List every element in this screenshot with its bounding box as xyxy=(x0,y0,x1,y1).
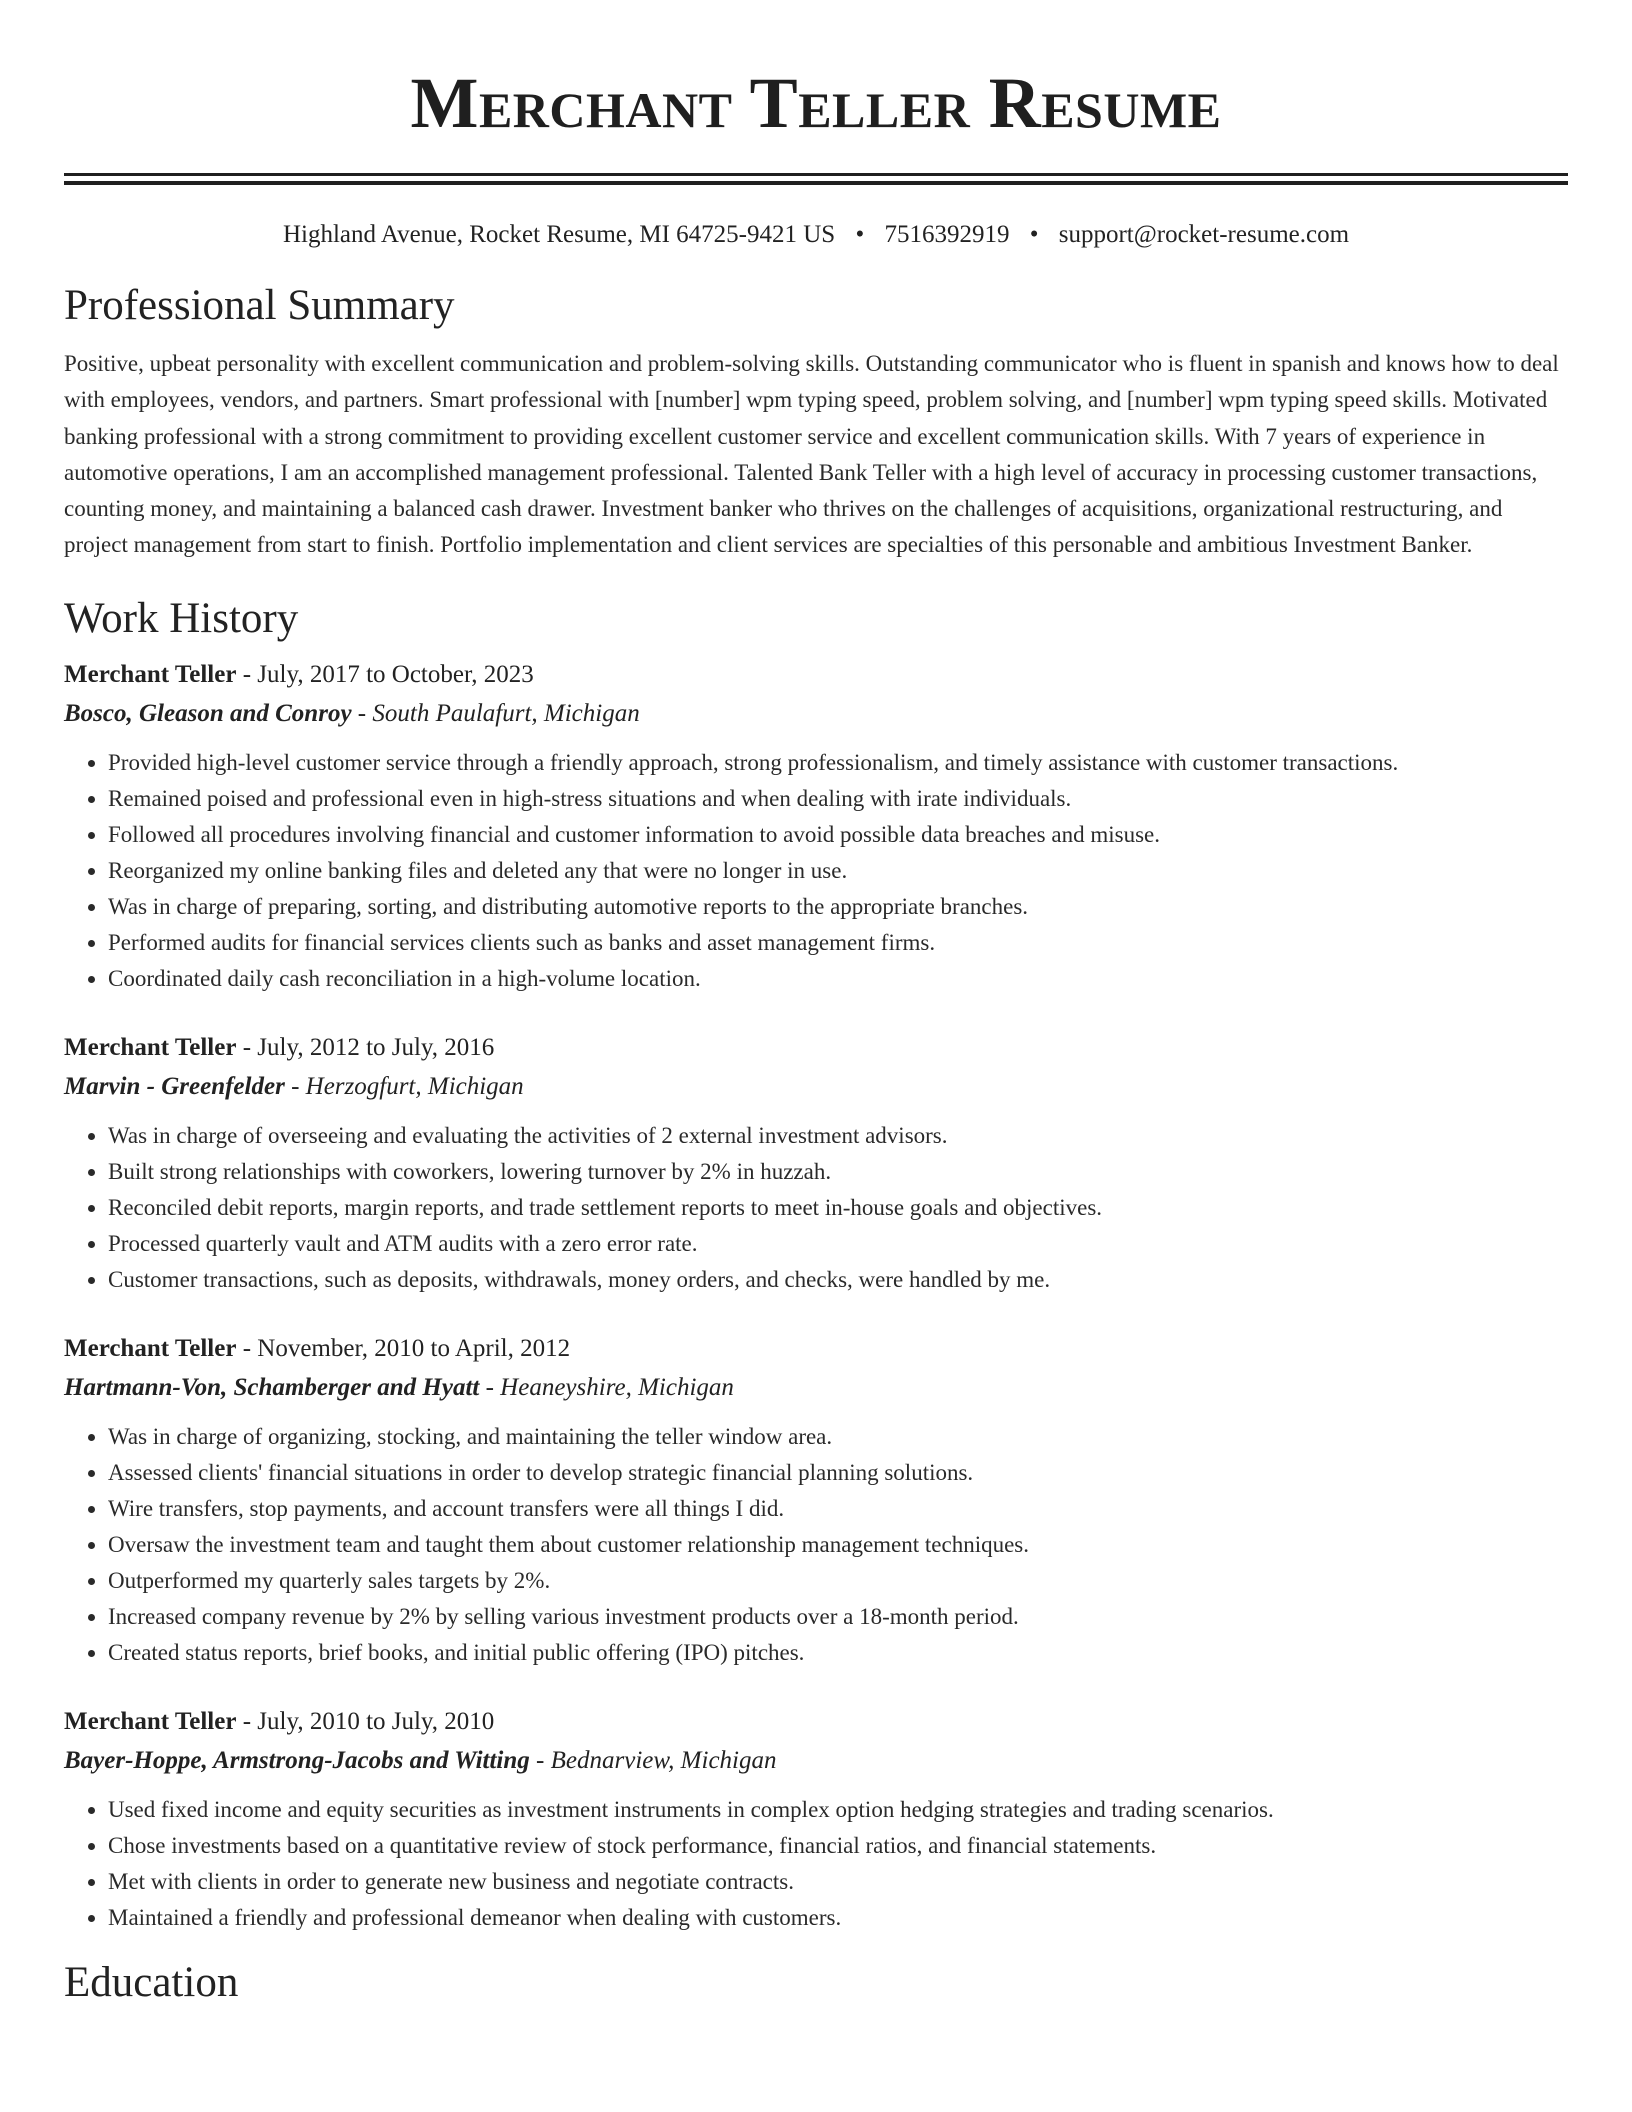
header-divider-top xyxy=(64,173,1568,176)
job-dates: - November, 2010 to April, 2012 xyxy=(236,1334,571,1362)
contact-separator: • xyxy=(1029,221,1039,248)
job-bullet: • Was in charge of organizing, stocking, and maintaining the teller window area. xyxy=(108,1419,1568,1455)
work-history-heading: Work History xyxy=(64,594,299,642)
contact-line xyxy=(64,219,1568,251)
job-location: - Heaneyshire, Michigan xyxy=(479,1373,734,1401)
job-bullet: • Followed all procedures involving financial and customer information to avoid possible data breaches and misuse. xyxy=(108,817,1568,853)
education-heading: Education xyxy=(64,1958,239,2006)
job-company-line xyxy=(64,1741,1568,1781)
job-company: Hartmann-Von, Schamberger and Hyatt xyxy=(64,1373,480,1401)
job-company: Marvin - Greenfelder xyxy=(64,1072,285,1100)
job-location: - Herzogfurt, Michigan xyxy=(284,1072,524,1100)
job-bullet: • Reorganized my online banking files and deleted any that were no longer in use. xyxy=(108,853,1568,889)
job-bullet: • Created status reports, brief books, and initial public offering (IPO) pitches. xyxy=(108,1635,1568,1671)
job-entry xyxy=(64,1703,1568,1936)
job-title-line xyxy=(64,1029,1568,1067)
job-company: Bayer-Hoppe, Armstrong-Jacobs and Witting xyxy=(64,1746,530,1774)
job-bullet: • Increased company revenue by 2% by selling various investment products over a 18-month period. xyxy=(108,1599,1568,1635)
job-title-line xyxy=(64,656,1568,694)
job-bullet: • Oversaw the investment team and taught them about customer relationship management techniques. xyxy=(108,1527,1568,1563)
job-location: - Bednarview, Michigan xyxy=(529,1746,777,1774)
job-bullet: • Reconciled debit reports, margin reports, and trade settlement reports to meet in-house goals and objectives. xyxy=(108,1190,1568,1226)
job-entry xyxy=(64,656,1568,997)
job-bullet: • Built strong relationships with coworkers, lowering turnover by 2% in huzzah. xyxy=(108,1154,1568,1190)
contact-email: support@rocket-resume.com xyxy=(1058,221,1350,248)
job-title-line xyxy=(64,1703,1568,1741)
job-bullet: • Chose investments based on a quantitative review of stock performance, financial ratios, and financial statements. xyxy=(108,1828,1568,1864)
job-company-line xyxy=(64,1368,1568,1408)
header-divider-bottom xyxy=(64,181,1568,185)
job-title-line xyxy=(64,1330,1568,1368)
job-bullet: • Performed audits for financial services clients such as banks and asset management firms. xyxy=(108,925,1568,961)
summary-heading: Professional Summary xyxy=(64,282,455,329)
job-bullet: • Used fixed income and equity securities as investment instruments in complex option hedging strategies and trading scenarios. xyxy=(108,1792,1568,1828)
job-bullet: • Assessed clients' financial situations in order to develop strategic financial planning solutions. xyxy=(108,1455,1568,1491)
job-bullet: • Customer transactions, such as deposits, withdrawals, money orders, and checks, were handled by me. xyxy=(108,1262,1568,1298)
job-entry xyxy=(64,1029,1568,1298)
job-dates: - July, 2010 to July, 2010 xyxy=(236,1707,495,1735)
job-bullet: • Was in charge of overseeing and evaluating the activities of 2 external investment advisors. xyxy=(108,1118,1568,1154)
job-dates: - July, 2017 to October, 2023 xyxy=(236,660,534,688)
job-company: Bosco, Gleason and Conroy xyxy=(64,699,352,727)
job-bullet: • Remained poised and professional even in high-stress situations and when dealing with irate individuals. xyxy=(108,781,1568,817)
job-title: Merchant Teller xyxy=(64,1334,237,1362)
job-title: Merchant Teller xyxy=(64,660,237,688)
job-company-line xyxy=(64,1067,1568,1107)
job-dates: - July, 2012 to July, 2016 xyxy=(236,1033,495,1061)
job-bullet: • Processed quarterly vault and ATM audits with a zero error rate. xyxy=(108,1226,1568,1262)
job-bullet: • Provided high-level customer service through a friendly approach, strong professionalism, and timely assistance with customer transactions. xyxy=(108,745,1568,781)
job-bullets xyxy=(64,1792,1568,1936)
job-bullet: • Met with clients in order to generate new business and negotiate contracts. xyxy=(108,1864,1568,1900)
job-entry xyxy=(64,1330,1568,1671)
job-title: Merchant Teller xyxy=(64,1707,237,1735)
job-bullets xyxy=(64,1118,1568,1298)
job-location: - South Paulafurt, Michigan xyxy=(351,699,640,727)
job-company-line xyxy=(64,694,1568,734)
summary-text: Positive, upbeat personality with excellent communication and problem-solving skills. Outstanding communicator who is fluent in spanish and knows how to deal with employees, vendors, and partners. Smart professional with [number] wpm typing speed, problem solving, and [number] wpm typing speed skills. Motivated banking professional with a strong commitment to providing excellent customer service and excellent communication skills. With 7 years of experience in automotive operations, I am an accomplished management professional. Talented Bank Teller with a high level of accuracy in processing customer transactions, counting money, and maintaining a balanced cash drawer. Investment banker who thrives on the challenges of acquisitions, organizational restructuring, and project management from start to finish. Portfolio implementation and client services are specialties of this personable and ambitious Investment Banker. xyxy=(64,351,1559,558)
job-bullet: • Wire transfers, stop payments, and account transfers were all things I did. xyxy=(108,1491,1568,1527)
job-bullet: • Outperformed my quarterly sales targets by 2%. xyxy=(108,1563,1568,1599)
job-bullet: • Maintained a friendly and professional demeanor when dealing with customers. xyxy=(108,1900,1568,1936)
job-bullets xyxy=(64,745,1568,997)
job-bullets xyxy=(64,1419,1568,1671)
contact-address: Highland Avenue, Rocket Resume, MI 64725-9421 US xyxy=(282,221,836,248)
job-bullet: • Was in charge of preparing, sorting, and distributing automotive reports to the appropriate branches. xyxy=(108,889,1568,925)
contact-phone: 7516392919 xyxy=(884,221,1010,248)
contact-separator: • xyxy=(855,221,865,248)
job-bullet: • Coordinated daily cash reconciliation in a high-volume location. xyxy=(108,961,1568,997)
resume-title: Merchant Teller Resume xyxy=(410,63,1222,143)
job-title: Merchant Teller xyxy=(64,1033,237,1061)
